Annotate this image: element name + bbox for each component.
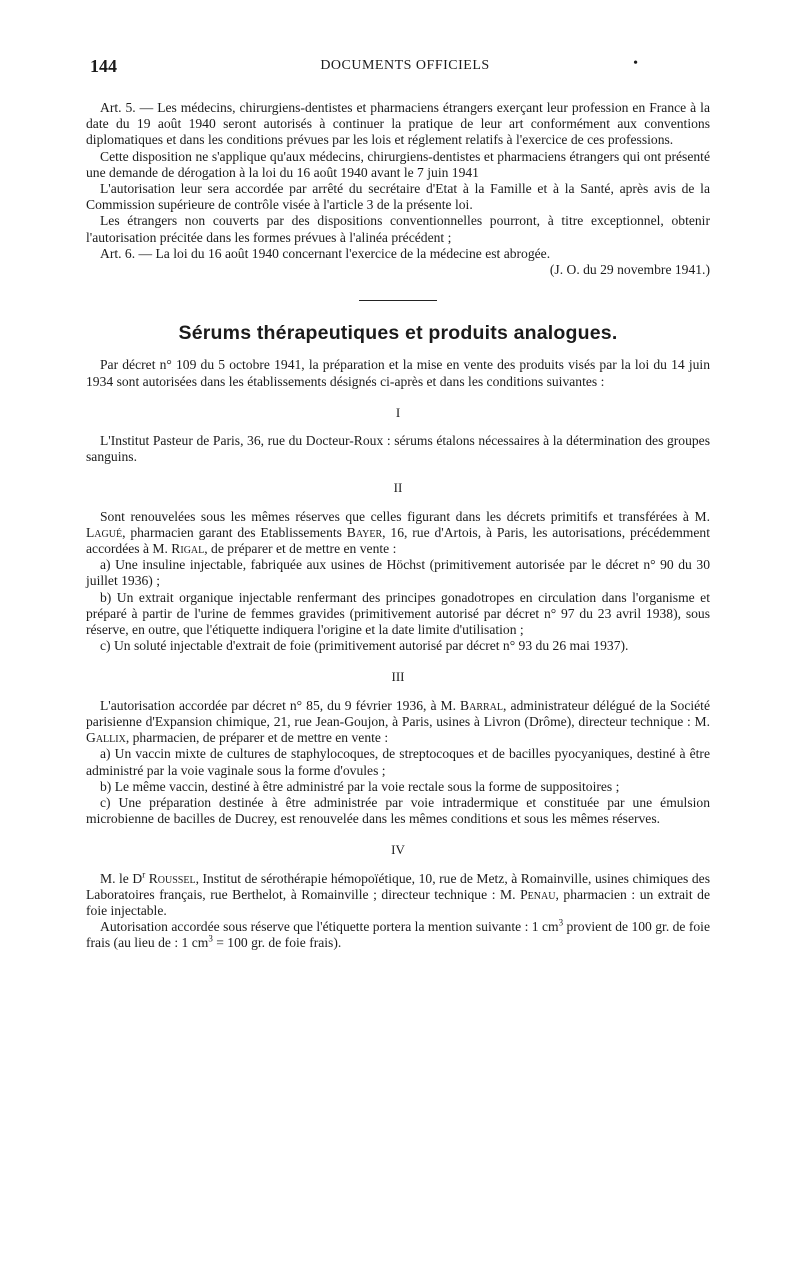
page-header (90, 56, 720, 84)
art6-source-line (86, 262, 710, 278)
section-intro: Par décret n° 109 du 5 octobre 1941, la préparation et la mise en vente des produits visés par la loi du 14 juin 1934 sont autorisées dans les établissements désignés ci-après et dans les conditions suivantes : (86, 357, 710, 389)
part-3-intro-text: L'autorisation accordée par décret n° 85, du 9 février 1936, à M. (100, 697, 461, 713)
part-4-intro (86, 868, 710, 920)
part-2-item-a: a) Une insuline injectable, fabriquée aux usines de Höchst (primitivement autorisée par le décret n° 90 du 30 juillet 1936) ; (86, 557, 710, 589)
part-4-intro-text: , Institut de sérothérapie hémopoïétique, 10, rue de Metz, à Romainville, usines chimiques des Laboratoires français, rue Berthelot, à Romainville ; directeur technique : M. (86, 870, 710, 902)
part-2-numeral: II (393, 480, 403, 496)
person-name: Penau (520, 886, 556, 902)
doctor-superscript: r (142, 868, 146, 879)
part-4-text: = 100 gr. de foie frais). (212, 935, 342, 951)
section-title: Sérums thérapeutiques et produits analogues. (178, 322, 618, 345)
part-3-item-a: a) Un vaccin mixte de cultures de staphylocoques, de streptocoques et de bacilles pyocyaniques, destiné à être administré par la voie vaginale sous la forme d'ovules ; (86, 746, 710, 778)
document-body (86, 100, 710, 952)
part-2-intro (86, 509, 710, 558)
person-name: Lagué (86, 524, 123, 540)
part-4-intro-text: , pharmacien : un extrait de foie injectable. (86, 886, 710, 918)
part-3-item-c: c) Une préparation destinée à être administrée par voie intradermique et constituée par une émulsion microbienne de bacilles de Ducrey, est renouvelée dans les mêmes conditions et sous les mêmes réserves. (86, 794, 710, 827)
part-4-paragraph-2 (86, 919, 710, 951)
cubic-superscript: 3 (558, 917, 564, 928)
part-3-intro-text: , administrateur délégué de la Société parisienne d'Expansion chimique, 21, rue Jean-Goujon, à Paris, usines à Livron (Drôme), directeur technique : M. (86, 697, 710, 729)
art5-paragraph-3: L'autorisation leur sera accordée par arrêté du secrétaire d'Etat à la Famille et à la Santé, après avis de la Commission supérieure de contrôle visée à l'article 3 de la présente loi. (86, 181, 710, 213)
page-number: 144 (90, 56, 117, 76)
part-2-intro-text: Sont renouvelées sous les mêmes réserves que celles figurant dans les décrets primitifs et transférées à M. (100, 508, 710, 524)
part-3-item-b: b) Le même vaccin, destiné à être administré par la voie rectale sous la forme de suppositoires ; (100, 778, 620, 794)
person-name: Barral (460, 697, 504, 713)
art5-paragraph-2: Cette disposition ne s'applique qu'aux médecins, chirurgiens-dentistes et pharmaciens étrangers qui ont présenté une demande de dérogation à la loi du 16 août 1940 avant le 7 juin 1941 (86, 148, 710, 180)
part-3-numeral: III (391, 669, 405, 685)
person-name: Roussel (148, 870, 196, 886)
section-divider (359, 300, 437, 301)
part-2-intro-text: , de préparer et de mettre en vente : (204, 541, 397, 557)
art6-paragraph: Art. 6. — La loi du 16 août 1940 concernant l'exercice de la médecine est abrogée. (100, 245, 551, 261)
person-name: Gallix (86, 730, 126, 746)
bullet-mark: • (633, 56, 638, 71)
art5-paragraph-1: Art. 5. — Les médecins, chirurgiens-dentistes et pharmaciens étrangers exerçant leur profession en France à la date du 19 août 1940 seront autorisés à continuer la pratique de leur art conformément aux conventions diplomatiques et dans les conditions prévues par les lois et réglement relatifs à l'exercice de ces professions. (86, 100, 710, 148)
part-4-text: Autorisation accordée sous réserve que l'étiquette portera la mention suivante : 1 cm (100, 919, 559, 935)
part-1-text: L'Institut Pasteur de Paris, 36, rue du Docteur-Roux : sérums étalons nécessaires à la détermination des groupes sanguins. (86, 433, 710, 465)
part-3-intro (86, 698, 710, 747)
running-title: DOCUMENTS OFFICIELS (320, 58, 490, 73)
part-2-item-b: b) Un extrait organique injectable renfermant des principes gonadotropes en circulation dans l'organisme et préparé à partir de l'urine de femmes gravides (primitivement autorisé par décret n° 97 du 23 avril 1938), sous réserve, en outre, que l'étiquette indiquera l'origine et la date limite d'utilisation ; (86, 589, 710, 638)
part-2-item-c: c) Un soluté injectable d'extrait de foie (primitivement autorisé par décret n° 93 du 26 mai 1937). (100, 638, 629, 654)
part-2-intro-text: , pharmacien garant des Etablissements (122, 524, 347, 540)
person-name: Rigal (171, 541, 205, 557)
part-4-numeral: IV (391, 842, 405, 858)
journal-source: (J. O. du 29 novembre 1941.) (549, 262, 710, 278)
cubic-superscript: 3 (208, 933, 213, 944)
part-4-intro-text: M. le D (100, 870, 143, 886)
part-2-intro-text: , 16, rue d'Artois, à Paris, les autorisations, précédemment accordées à M. (86, 524, 710, 557)
part-4-text: provient de 100 gr. de foie frais (au lieu de : 1 cm (86, 919, 710, 951)
part-1-numeral: I (395, 404, 401, 420)
company-name: Bayer (346, 524, 383, 540)
part-3-intro-text: , pharmacien, de préparer et de mettre en vente : (125, 730, 389, 746)
art5-paragraph-4: Les étrangers non couverts par des dispositions conventionnelles pourront, à titre exceptionnel, obtenir l'autorisation précitée dans les formes prévues à l'alinéa précédent ; (86, 213, 710, 245)
